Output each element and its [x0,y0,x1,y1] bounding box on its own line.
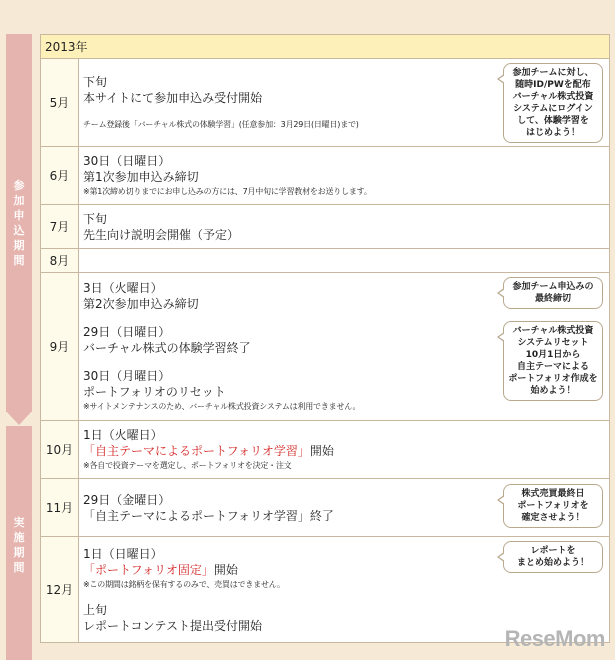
watermark-logo: ReseMom [504,626,605,651]
phase-char: 間 [13,561,25,574]
phase-char: 加 [13,194,25,207]
schedule-table [40,34,610,643]
phase-char: 実 [13,516,25,529]
row-note: ※各自で投資テーマを選定し、ポートフォリオを決定・注文 [83,460,292,470]
highlight-text: 「自主テーマによるポートフォリオ学習」 [83,443,310,458]
row-content [79,249,610,273]
row-line-suffix: 開始 [213,562,238,577]
callout-bubble: バーチャル株式投資 システムリセット 10月1日から 自主テーマによる ポートフォリオ作成を 始めよう！ [503,321,603,401]
month-label: 9月 [41,273,79,421]
row-note: ※サイトメンテナンスのため、バーチャル株式投資システムは利用できません。 [83,401,361,411]
phase-char: 間 [13,254,25,267]
table-row [41,59,610,147]
row-line: 1日（火曜日） [83,427,163,442]
month-label: 6月 [41,147,79,205]
table-row [41,273,610,421]
row-line: ポートフォリオのリセット [83,384,226,399]
row-line: 第1次参加申込み締切 [83,169,199,184]
row-line: 30日（日曜日） [83,153,171,168]
phase-char: 申 [13,209,25,222]
callout-bubble: 参加チームに対し、 随時ID/PWを配布 バーチャル株式投資 システムにログイン して、体験学習を はじめよう！ [503,63,603,143]
callout-bubble: 参加チーム申込みの 最終締切 [503,277,603,309]
phase-char: 込 [13,224,25,237]
row-content [79,421,610,479]
row-line-suffix: 開始 [309,443,334,458]
row-line: 「自主テーマによるポートフォリオ学習」終了 [83,508,334,523]
highlight-text: 「ポートフォリオ固定」 [83,562,214,577]
month-label: 11月 [41,479,79,537]
month-label: 12月 [41,537,79,643]
month-label: 8月 [41,249,79,273]
row-content [79,205,610,249]
callout-bubble: レポートを まとめ始めよう！ [503,541,603,573]
row-line: 29日（金曜日） [83,492,171,507]
table-row [41,421,610,479]
year-row [41,35,610,59]
table-row [41,205,610,249]
table-row [41,147,610,205]
execution-period-band [6,430,32,660]
row-line: 3日（火曜日） [83,280,163,295]
row-line: 下旬 [83,74,108,89]
row-line: 30日（月曜日） [83,368,171,383]
phase-char: 期 [13,239,25,252]
row-content [79,479,610,537]
row-line: バーチャル株式の体験学習終了 [83,340,251,355]
row-line: 下旬 [83,211,108,226]
row-content [79,59,610,147]
row-line: 先生向け説明会開催（予定） [83,227,240,242]
row-line: レポートコンテスト提出受付開始 [83,618,263,633]
month-label: 7月 [41,205,79,249]
row-content [79,147,610,205]
row-line: 29日（日曜日） [83,324,171,339]
table-row [41,249,610,273]
year-label: 2013年 [41,35,610,59]
table-row [41,479,610,537]
row-note: ※第1次締め切りまでにお申し込みの方には、7月中旬に学習教材をお送りします。 [83,186,372,196]
callout-bubble: 株式売買最終日 ポートフォリオを 確定させよう！ [503,484,603,528]
phase-char: 参 [13,179,25,192]
month-label: 10月 [41,421,79,479]
row-note: ※この期間は銘柄を保有するのみで、売買はできません。 [83,579,285,589]
application-period-band [6,34,32,412]
row-note: チーム登録後「バーチャル株式の体験学習」(任意参加：3月29日(日曜日)まで) [83,119,359,129]
row-line: 上旬 [83,602,108,617]
down-arrow-icon [6,411,32,425]
row-line: 1日（日曜日） [83,546,163,561]
row-content [79,273,610,421]
row-line [83,443,603,459]
month-label: 5月 [41,59,79,147]
phase-char: 施 [13,531,25,544]
phase-char: 期 [13,546,25,559]
row-line: 第2次参加申込み締切 [83,296,199,311]
row-line: 本サイトにて参加申込み受付開始 [83,90,263,105]
